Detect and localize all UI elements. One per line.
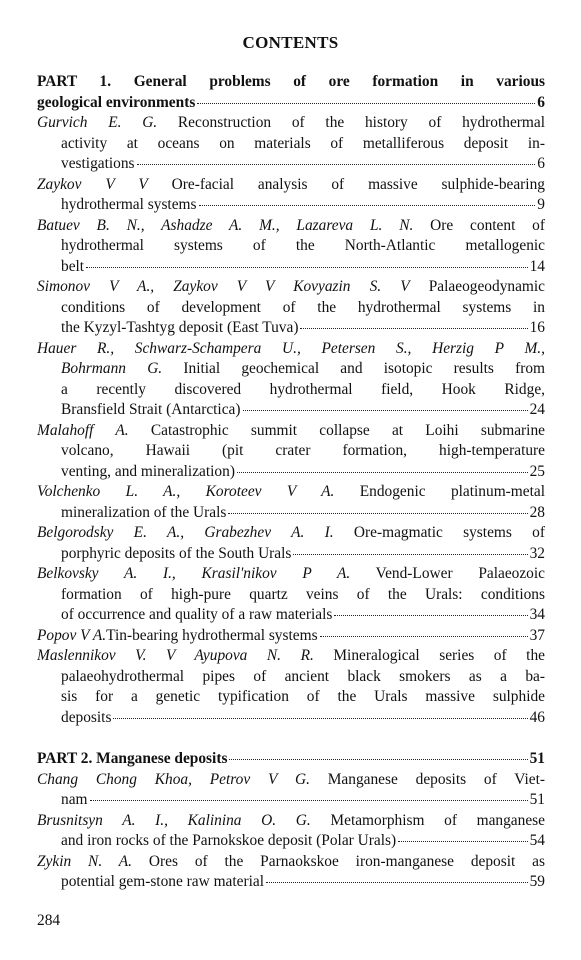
toc-line	[37, 380, 545, 401]
entry-title: hydrothermal systems	[61, 196, 197, 213]
author-names: Maslennikov V. V Ayupova N. R.	[37, 647, 314, 664]
toc-line	[37, 257, 545, 278]
toc-line	[37, 339, 545, 360]
toc-part-heading	[37, 749, 545, 770]
page-ref: 51	[529, 791, 545, 808]
toc-line	[37, 359, 545, 380]
author-names: Zaykov V V	[37, 175, 148, 193]
part-title: PART 2. Manganese deposits	[37, 750, 228, 767]
entry-title: belt	[61, 257, 85, 275]
entry-title: Bransfield Strait (Antarctica)	[61, 401, 241, 418]
toc-line	[37, 462, 545, 483]
dot-leader	[320, 636, 528, 637]
toc-line: hydrothermal systems of the North-Atlantic metallogenic	[61, 237, 545, 254]
dot-leader	[228, 513, 527, 514]
page-ref: 16	[529, 319, 545, 336]
entry-title: the Kyzyl-Tashtyg deposit (East Tuva)	[61, 319, 299, 336]
dot-leader	[266, 882, 528, 883]
page-ref: 32	[529, 544, 545, 562]
dot-leader	[86, 267, 528, 268]
toc-entry	[37, 482, 545, 523]
page-title: CONTENTS	[242, 33, 339, 52]
page-ref: 14	[529, 257, 545, 275]
toc-entry	[37, 277, 545, 339]
entry-title: Vend-Lower Palaeozoic	[375, 565, 545, 582]
toc-entry	[37, 175, 545, 216]
toc-part-heading	[37, 72, 545, 113]
author-names: Chang Chong Khoa, Petrov V G.	[37, 770, 310, 788]
entry-title: Metamorphism of manganese	[330, 811, 545, 829]
toc-entry	[37, 811, 545, 852]
dot-leader	[237, 472, 528, 473]
entry-title: vestigations	[61, 155, 135, 172]
dot-leader	[197, 103, 535, 104]
entry-title: Initial geochemical and isotopic results from	[183, 360, 545, 377]
toc-line	[37, 790, 545, 811]
toc-line: conditions of development of the hydrothermal systems in	[61, 298, 545, 316]
author-names: Batuev B. N., Ashadze A. M., Lazareva L. N.	[37, 216, 414, 234]
dot-leader	[199, 205, 536, 206]
toc-line	[37, 216, 545, 237]
page-ref: 34	[529, 606, 545, 623]
toc-line	[37, 646, 545, 667]
toc-line	[37, 811, 545, 832]
dot-leader	[398, 841, 528, 842]
toc-entry	[37, 421, 545, 483]
toc-line	[37, 749, 545, 770]
dot-leader	[293, 554, 527, 555]
entry-title: Ore-facial analysis of massive sulphide-bearing	[171, 175, 545, 193]
page-ref: 9	[537, 196, 545, 213]
toc-line	[37, 872, 545, 893]
entry-title: venting, and mineralization)	[61, 462, 235, 480]
entry-title: nam	[61, 791, 88, 808]
page-ref: 28	[529, 503, 545, 521]
author-names: Popov V A.	[37, 626, 107, 644]
page-ref: 54	[529, 832, 545, 849]
dot-leader	[113, 718, 527, 719]
page-number: 284	[37, 912, 61, 929]
entry-title: Ore content of	[430, 216, 545, 234]
toc-line	[37, 523, 545, 544]
entry-title: potential gem-stone raw material	[61, 873, 264, 890]
toc-entry	[37, 626, 545, 647]
author-names: Brusnitsyn A. I., Kalinina O. G.	[37, 811, 311, 829]
entry-title: deposits	[61, 708, 112, 726]
toc-line	[37, 277, 545, 298]
author-names: Malahoff A.	[37, 421, 129, 439]
toc-line	[37, 175, 545, 196]
toc-entry	[37, 216, 545, 278]
toc-line	[37, 503, 545, 524]
page-ref: 6	[537, 93, 545, 111]
page-ref: 24	[529, 401, 545, 418]
author-names: Belkovsky A. I., Krasil'nikov P A.	[37, 565, 351, 582]
toc-entry	[37, 339, 545, 421]
toc-entry	[37, 564, 545, 626]
author-names: Gurvich E. G.	[37, 114, 158, 131]
author-names: Zykin N. A.	[37, 852, 133, 870]
toc-line: PART 1. General problems of ore formation in various	[37, 73, 545, 90]
toc-line: palaeohydrothermal pipes of ancient black smokers as a ba-	[61, 667, 545, 685]
toc-entry	[37, 113, 545, 175]
entry-title: a recently discovered hydrothermal field, Hook Ridge,	[61, 380, 545, 398]
toc-line: formation of high-pure quartz veins of the Urals: conditions	[61, 585, 545, 603]
entry-title: Catastrophic summit collapse at Loihi submarine	[150, 421, 545, 439]
entry-title: Tin-bearing hydrothermal systems	[106, 626, 318, 644]
entry-title: mineralization of the Urals	[61, 503, 227, 521]
dot-leader	[137, 164, 536, 165]
page-ref: 46	[529, 708, 545, 726]
entry-title: Ores of the Parnaokskoe iron-manganese deposit as	[148, 852, 545, 870]
dot-leader	[243, 410, 528, 411]
toc-line	[37, 421, 545, 442]
entry-title: Endogenic platinum-metal	[359, 483, 545, 500]
author-names: Bohrmann G.	[61, 360, 163, 377]
table-of-contents	[37, 72, 545, 893]
toc-entry	[37, 646, 545, 728]
author-names: Volchenko L. A., Koroteev V A.	[37, 483, 335, 500]
toc-entry	[37, 770, 545, 811]
toc-line	[37, 831, 545, 852]
dot-leader	[300, 328, 527, 329]
dot-leader	[334, 615, 527, 616]
entry-title: Ore-magmatic systems of	[353, 524, 545, 541]
toc-line: sis for a genetic typification of the Urals massive sulphide	[61, 688, 545, 705]
page-ref: 37	[529, 626, 545, 644]
entry-title: Manganese deposits of Viet-	[327, 770, 545, 788]
toc-line	[37, 154, 545, 175]
page-ref: 59	[529, 873, 545, 890]
toc-line	[37, 605, 545, 626]
toc-line	[37, 400, 545, 421]
page-ref: 25	[529, 462, 545, 480]
toc-line	[37, 852, 545, 873]
author-names: Simonov V A., Zaykov V V Kovyazin S. V	[37, 278, 410, 295]
page-ref: 51	[529, 750, 545, 767]
toc-entry	[37, 852, 545, 893]
toc-line	[37, 544, 545, 565]
toc-line	[37, 564, 545, 585]
entry-title: and iron rocks of the Parnokskoe deposit (Polar Urals)	[61, 832, 397, 849]
toc-line	[37, 113, 545, 134]
entry-title: porphyric deposits of the South Urals	[61, 544, 292, 562]
toc-line	[37, 708, 545, 729]
toc-line	[37, 626, 545, 647]
dot-leader	[229, 759, 527, 760]
toc-line	[37, 318, 545, 339]
entry-title: Mineralogical series of the	[333, 647, 545, 664]
toc-line: volcano, Hawaii (pit crater formation, high-temperature	[61, 442, 545, 459]
dot-leader	[90, 800, 528, 801]
author-names: Hauer R., Schwarz-Schampera U., Petersen S., Herzig P M.,	[37, 339, 545, 357]
toc-line: activity at oceans on materials of metalliferous deposit in-	[61, 134, 545, 152]
toc-entry	[37, 523, 545, 564]
part-title: geological environments	[37, 93, 196, 111]
toc-line	[37, 770, 545, 791]
entry-title: Palaeogeodynamic	[428, 278, 545, 295]
toc-line	[37, 482, 545, 503]
toc-line	[37, 93, 545, 114]
page-ref: 6	[537, 155, 545, 172]
entry-title: of occurrence and quality of a raw materials	[61, 606, 333, 623]
author-names: Belgorodsky E. A., Grabezhev A. I.	[37, 524, 334, 541]
toc-line	[37, 195, 545, 216]
entry-title: Reconstruction of the history of hydrothermal	[177, 114, 545, 131]
